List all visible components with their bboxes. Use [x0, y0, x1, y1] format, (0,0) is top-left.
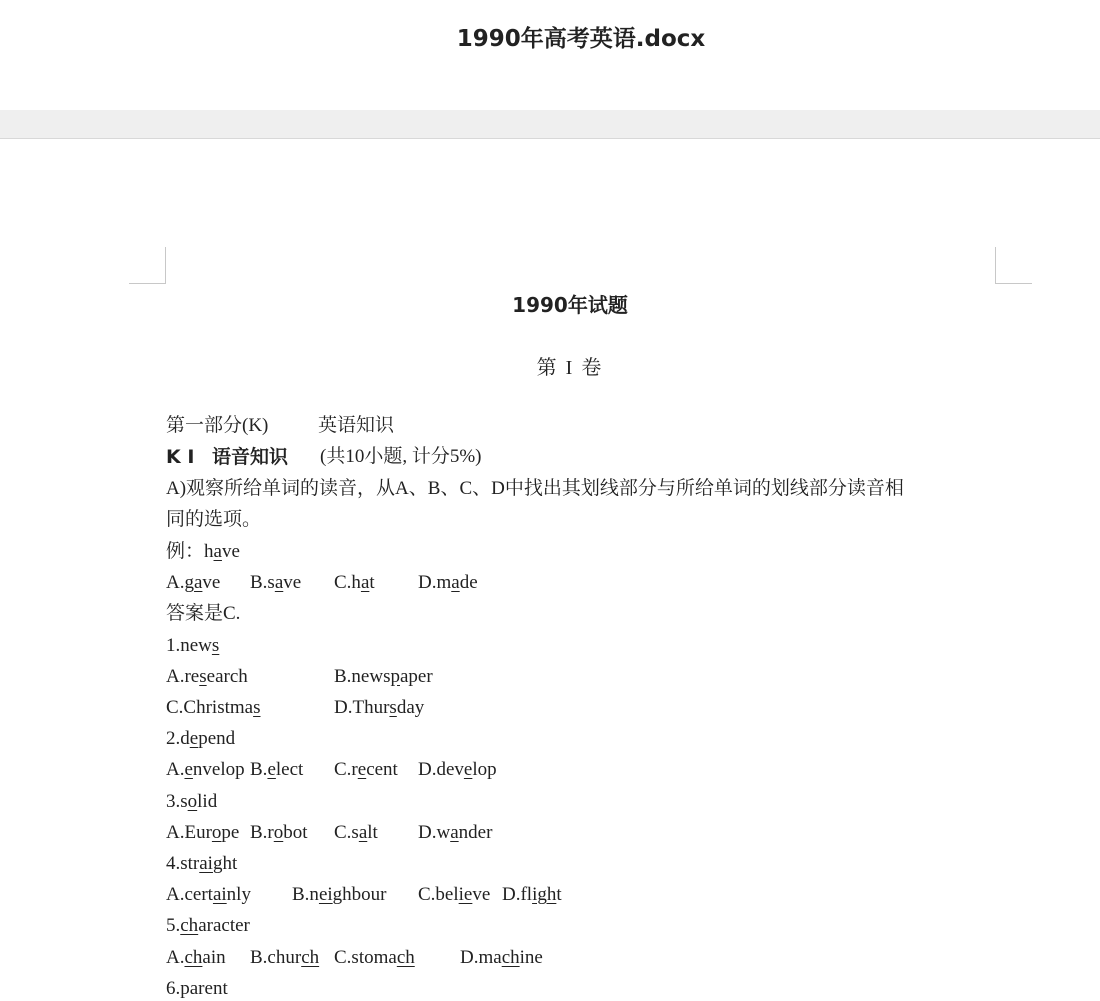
- question-stem: 3.solid: [166, 791, 218, 812]
- toolbar-strip: [0, 110, 1100, 139]
- part-name: 英语知识: [318, 415, 395, 436]
- option-item: B.robot: [250, 822, 308, 843]
- option-item: C.believe: [418, 884, 491, 905]
- volume-heading: 第 I 卷: [536, 357, 604, 379]
- option-item: C.stomach: [334, 947, 415, 968]
- section-label: K I: [166, 446, 195, 468]
- part-label: 第一部分(K): [166, 415, 269, 436]
- example-line: [166, 540, 240, 564]
- section-line: [166, 445, 482, 470]
- option-item: D.flight: [502, 884, 562, 905]
- option-item: D.machine: [460, 947, 543, 968]
- option-item: B.newspaper: [334, 666, 433, 687]
- option-item: D.wander: [418, 822, 493, 843]
- option-item: A.chain: [166, 947, 226, 968]
- option-item: B.save: [250, 572, 302, 593]
- question-stem: 4.straight: [166, 853, 238, 874]
- option-item: C.recent: [334, 759, 398, 780]
- option-item: B.church: [250, 947, 320, 968]
- option-item: A.certainly: [166, 884, 251, 905]
- option-item: C.salt: [334, 822, 378, 843]
- option-item: A.research: [166, 666, 248, 687]
- question-stem: 5.character: [166, 915, 250, 936]
- example-answer: 答案是C.: [166, 603, 241, 624]
- option-item: B.neighbour: [292, 884, 387, 905]
- section-note: (共10小题, 计分5%): [320, 446, 482, 467]
- question-stem: 6.parent: [166, 978, 228, 999]
- example-label: 例：: [166, 541, 205, 562]
- option-item: C.Christmas: [166, 697, 261, 718]
- option-item: C.hat: [334, 572, 375, 593]
- option-item: A.gave: [166, 572, 221, 593]
- question-stem: 1.news: [166, 635, 220, 656]
- document-title: 1990年高考英语.docx: [456, 26, 706, 52]
- title-bar: [0, 0, 1100, 110]
- option-item: D.Thursday: [334, 697, 425, 718]
- question-stem: 2.depend: [166, 728, 236, 749]
- part-line: [166, 414, 395, 438]
- margin-corner-top-left: [129, 247, 166, 284]
- option-item: B.elect: [250, 759, 304, 780]
- instruction-line-1: A)观察所给单词的读音，从A、B、C、D中找出其划线部分与所给单词的划线部分读音相: [166, 478, 904, 499]
- option-item: A.Europe: [166, 822, 240, 843]
- document-page: [0, 139, 1100, 999]
- example-word: have: [204, 541, 240, 562]
- instruction-line-2: 同的选项。: [166, 509, 262, 530]
- option-item: D.made: [418, 572, 478, 593]
- option-item: A.envelop: [166, 759, 245, 780]
- option-item: D.develop: [418, 759, 497, 780]
- margin-corner-top-right: [995, 247, 1032, 284]
- section-name: 语音知识: [212, 446, 289, 468]
- doc-heading: 1990年试题: [512, 293, 628, 317]
